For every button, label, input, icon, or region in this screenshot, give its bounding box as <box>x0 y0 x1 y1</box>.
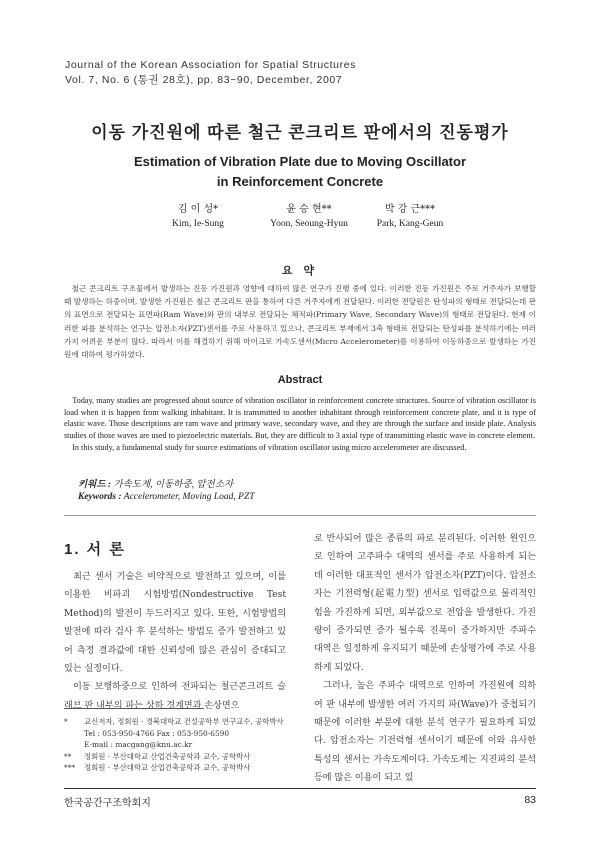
author-2-english: Yoon, Seoung-Hyun <box>270 219 348 229</box>
right-paragraph-1: 로 반사되어 많은 종류의 파로 분리된다. 이러한 원인으로 인하여 고주파수 대역의 센서를 주로 사용하게 되는데 이러한 대표적인 센서가 압전소자(PZT)이다. 압전소자는 기전력형(起電力型) 센서로 입력값으로 물리적인 힘을 가진하게 되면, 외부값으로 전압을 발생한다. 가진량이 증가되면 증가 될수록 진폭이 증가하지만 주파수 대역은 일정하게 유지되기 때문에 손상평가에 주로 사용하게 되었다. <box>314 534 536 673</box>
body-column-left <box>64 568 286 715</box>
footnote-3 <box>64 762 294 774</box>
title-korean: 이동 가진원에 따른 철근 콘크리트 판에서의 진동평가 <box>91 123 509 142</box>
footnotes <box>64 716 294 774</box>
body-column-right <box>314 530 536 788</box>
title-english-line-2: in Reinforcement Concrete <box>216 174 384 189</box>
left-paragraph-2: 이동 보행하중으로 인하여 전파되는 철근콘크리트 슬래브 판 내부의 파는 상하 경계면과 손상면으 <box>64 682 286 711</box>
title-english-line-1: Estimation of Vibration Plate due to Moving Oscillator <box>133 154 467 169</box>
footnote-3-text: 정회원 · 부산대학교 산업건축공학과 교수, 공학박사 <box>84 763 251 772</box>
author-3-english: Park, Kang-Geun <box>376 219 444 229</box>
footnote-1-phone: Tel : 053-950-4766 Fax : 053-950-6590 <box>84 728 230 738</box>
author-list <box>0 203 600 237</box>
author-2-korean: 윤 승 현** <box>286 204 332 215</box>
author-1 <box>143 203 253 231</box>
footer-divider <box>64 788 536 789</box>
footnote-2-mark: ** <box>64 751 72 761</box>
footnote-1-mark: * <box>64 717 68 726</box>
title-english <box>0 152 600 192</box>
korean-abstract-heading: 요 약 <box>281 265 319 277</box>
left-paragraph-1: 최근 센서 기술은 비약적으로 발전하고 있으며, 이를 이용한 비파괴 시험방법(Nondestructive Test Method)의 발전이 두드러지고 있다. 또한, 시험방법의 발전에 따라 검사 후 분석하는 방법도 증가 발전하고 있어 측정 결과값에 대한 신뢰성에 많은 관심이 증대되고 있는 실정이다. <box>64 572 286 675</box>
section-heading-introduction: 1. 서 론 <box>64 541 126 558</box>
footnote-1 <box>64 716 294 728</box>
footnote-2 <box>64 751 294 763</box>
english-abstract-body <box>64 395 536 454</box>
author-3-korean: 박 강 근*** <box>384 204 436 215</box>
journal-header <box>65 58 356 88</box>
journal-name: Journal of the Korean Association for Spatial Structures <box>65 59 356 71</box>
footnote-2-text: 정회원 · 부산대학교 산업건축공학과 교수, 공학박사 <box>84 751 251 761</box>
keywords-korean-label: 키워드 : <box>78 480 112 490</box>
keywords-korean <box>78 476 233 490</box>
footer-journal-name: 한국공간구조학회지 <box>64 798 151 809</box>
author-3 <box>355 203 465 231</box>
author-1-english: Kim, Ie-Sung <box>172 219 224 229</box>
english-abstract-paragraph-2: In this study, a fundamental study for source estimations of vibration oscillator using micro accelerometer are discussed. <box>72 442 467 452</box>
footnote-1-email: E-mail : macgang@knu.ac.kr <box>84 740 193 749</box>
english-abstract-paragraph-1: Today, many studies are progressed about source of vibration oscillator in reinforcement concrete structures. Source of vibration oscillator is load when it is happen from walking inhabitant. It is transmitted to another inhabitant through reinforcement concrete plate, and it is type of elastic wave. Those descriptions are ram wave and primary wave, secondary wave, and they are through the surface and inside plate. Analysis studies of those waves are used to piezoelectric materials. But, they are difficult to 3 axial type of transmitting elastic wave in concrete element. <box>64 396 536 441</box>
right-paragraph-2: 그러나, 높은 주파수 대역으로 인하여 가진원에 의하여 판 내부에 발생한 여러 가지의 파(Wave)가 중첩되기 때문에 이러한 부분에 대한 분석 연구가 필요하게 되었다. 압전소자는 기전력형 센서이기 때문에 이와 유사한 특성의 센서는 가속도계이다. 가속도계는 지진파의 분석 등에 많은 이용이 되고 있 <box>314 681 536 784</box>
journal-volume: Vol. 7, No. 6 (통권 28호), pp. 83~90, December, 2007 <box>65 74 343 86</box>
footnote-3-mark: *** <box>64 763 76 772</box>
author-1-korean: 김 이 성* <box>177 204 219 215</box>
korean-abstract-body: 철근 콘크리트 구조물에서 발생하는 진동 가진원과 영향에 대하여 많은 연구가 진행 중에 있다. 이러한 진동 가진원은 주로 거주자가 보행할 때 발생하는 하중이며, 발생한 가진원은 철근 콘크리트 판을 통하여 다른 거주자에게 전달된다. 이러한 전달원은 탄성파의 형태로 전달되는데 판의 표면으로 전달되는 표면파(Ram Wave)와 판의 내부로 전달되는 체적파(Primary Wave, Secondary Wave)의 형태로 전달된다. 현재 이러한 파를 분석하는 연구는 압전소자(PZT)센서를 주로 사용하고 있으나, 콘크리트 부재에서 3축 형태로 전달되는 탄성파를 분석하기에는 여러 가지 어려운 부분이 많다. 따라서 이를 해결하기 위해 마이크로 가속도센서(Micro Accelerometer)를 이용하여 이동하중으로 발생하는 가진원에 대하여 평가하였다. <box>64 284 536 360</box>
keywords-korean-values: 가속도계, 이동하중, 압전소자 <box>113 480 234 490</box>
keywords-english-values: Accelerometer, Moving Load, PZT <box>123 492 255 502</box>
footnote-1-affiliation: 교신저자, 정회원 · 경북대학교 건설공학부 연구교수, 공학박사 <box>84 717 284 726</box>
keywords-english-label: Keywords : <box>78 492 122 502</box>
keywords-english <box>78 492 255 502</box>
english-abstract-heading: Abstract <box>277 374 323 386</box>
abstract-divider <box>64 515 536 516</box>
author-2 <box>254 203 364 231</box>
page-number: 83 <box>524 794 536 806</box>
footnote-divider <box>64 708 204 709</box>
